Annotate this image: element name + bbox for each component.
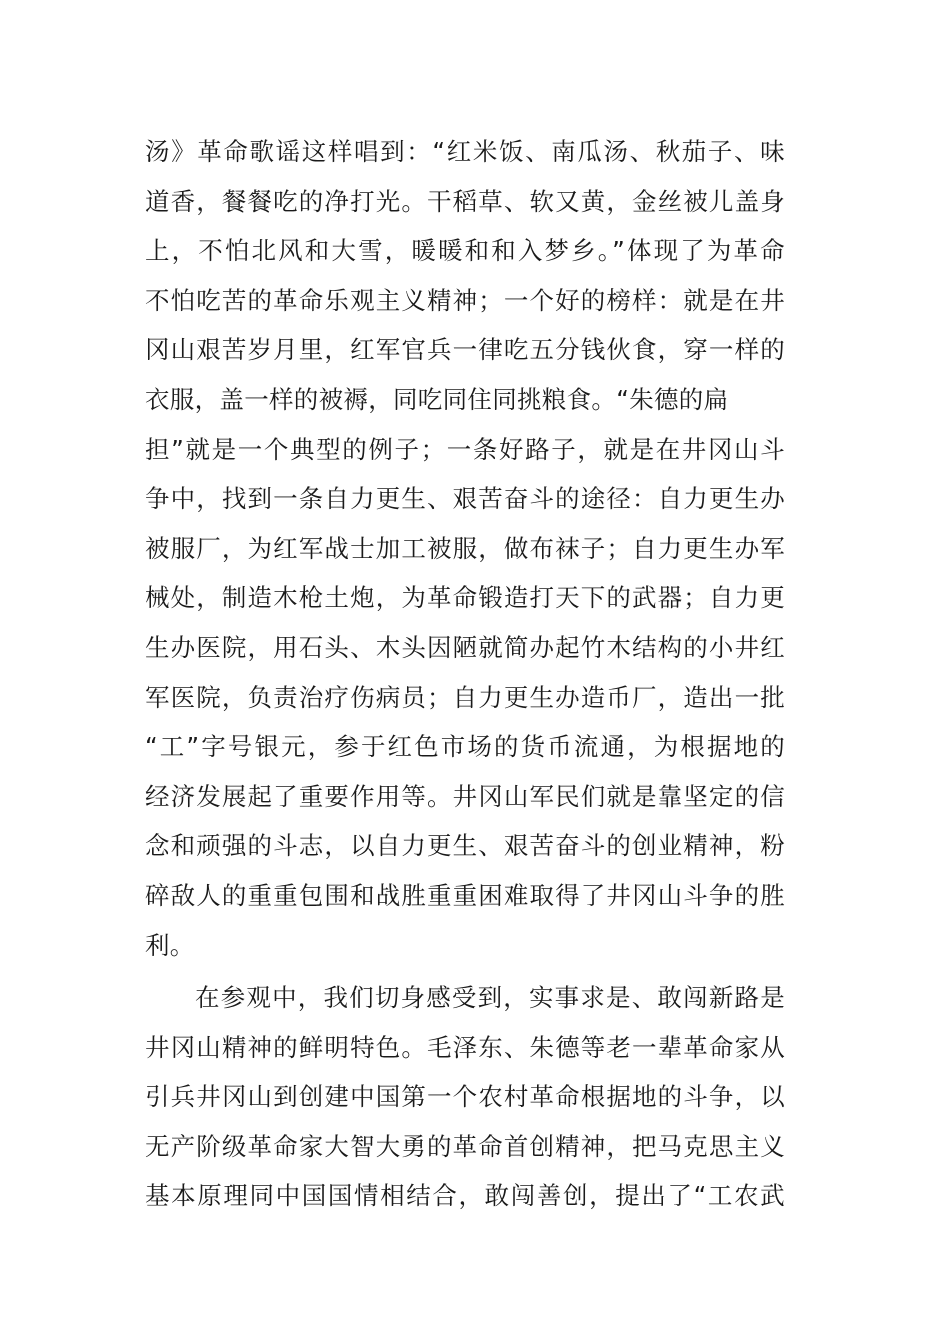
text-line: 冈山艰苦岁月里，红军官兵一律吃五分钱伙食，穿一样的 — [145, 335, 785, 365]
text-line: 不怕吃苦的革命乐观主义精神；一个好的榜样：就是在井 — [145, 285, 785, 315]
text-line: 被服厂，为红军战士加工被服，做布袜子；自力更生办军 — [145, 533, 785, 563]
text-line: 无产阶级革命家大智大勇的革命首创精神，把马克思主义 — [145, 1131, 785, 1161]
text-line: 利。 — [145, 930, 195, 960]
text-line: 基本原理同中国国情相结合，敢闯善创，提出了“工农武 — [145, 1181, 785, 1211]
text-line: 生办医院，用石头、木头因陋就简办起竹木结构的小井红 — [145, 632, 785, 662]
text-line: 道香，餐餐吃的净打光。干稻草、软又黄，金丝被儿盖身 — [145, 186, 785, 216]
text-line: “工”字号银元，参于红色市场的货币流通，为根据地的 — [145, 732, 785, 762]
text-line: 争中，找到一条自力更生、艰苦奋斗的途径：自力更生办 — [145, 484, 785, 514]
text-line: 念和顽强的斗志，以自力更生、艰苦奋斗的创业精神，粉 — [145, 831, 785, 861]
text-line: 碎敌人的重重包围和战胜重重困难取得了井冈山斗争的胜 — [145, 880, 785, 910]
text-line: 在参观中，我们切身感受到，实事求是、敢闯新路是 — [195, 983, 785, 1012]
text-line: 上，不怕北风和大雪，暖暖和和入梦乡。”体现了为革命 — [145, 236, 785, 266]
text-line: 担”就是一个典型的例子；一条好路子，就是在井冈山斗 — [145, 434, 785, 464]
text-line: 井冈山精神的鲜明特色。毛泽东、朱德等老一辈革命家从 — [145, 1032, 785, 1062]
text-line: 械处，制造木枪土炮，为革命锻造打天下的武器；自力更 — [145, 583, 785, 613]
paragraph-revolutionary-spirit — [145, 127, 785, 970]
text-line: 军医院，负责治疗伤病员；自力更生办造币厂，造出一批 — [145, 682, 785, 712]
text-line: 衣服，盖一样的被褥，同吃同住同挑粮食。“朱德的扁 — [145, 384, 729, 414]
text-line: 汤》革命歌谣这样唱到：“红米饭、南瓜汤、秋茄子、味 — [145, 137, 785, 166]
text-line: 引兵井冈山到创建中国第一个农村革命根据地的斗争，以 — [145, 1082, 785, 1112]
text-line: 经济发展起了重要作用等。井冈山军民们就是靠坚定的信 — [145, 781, 785, 811]
paragraph-seeking-truth — [145, 973, 785, 1221]
